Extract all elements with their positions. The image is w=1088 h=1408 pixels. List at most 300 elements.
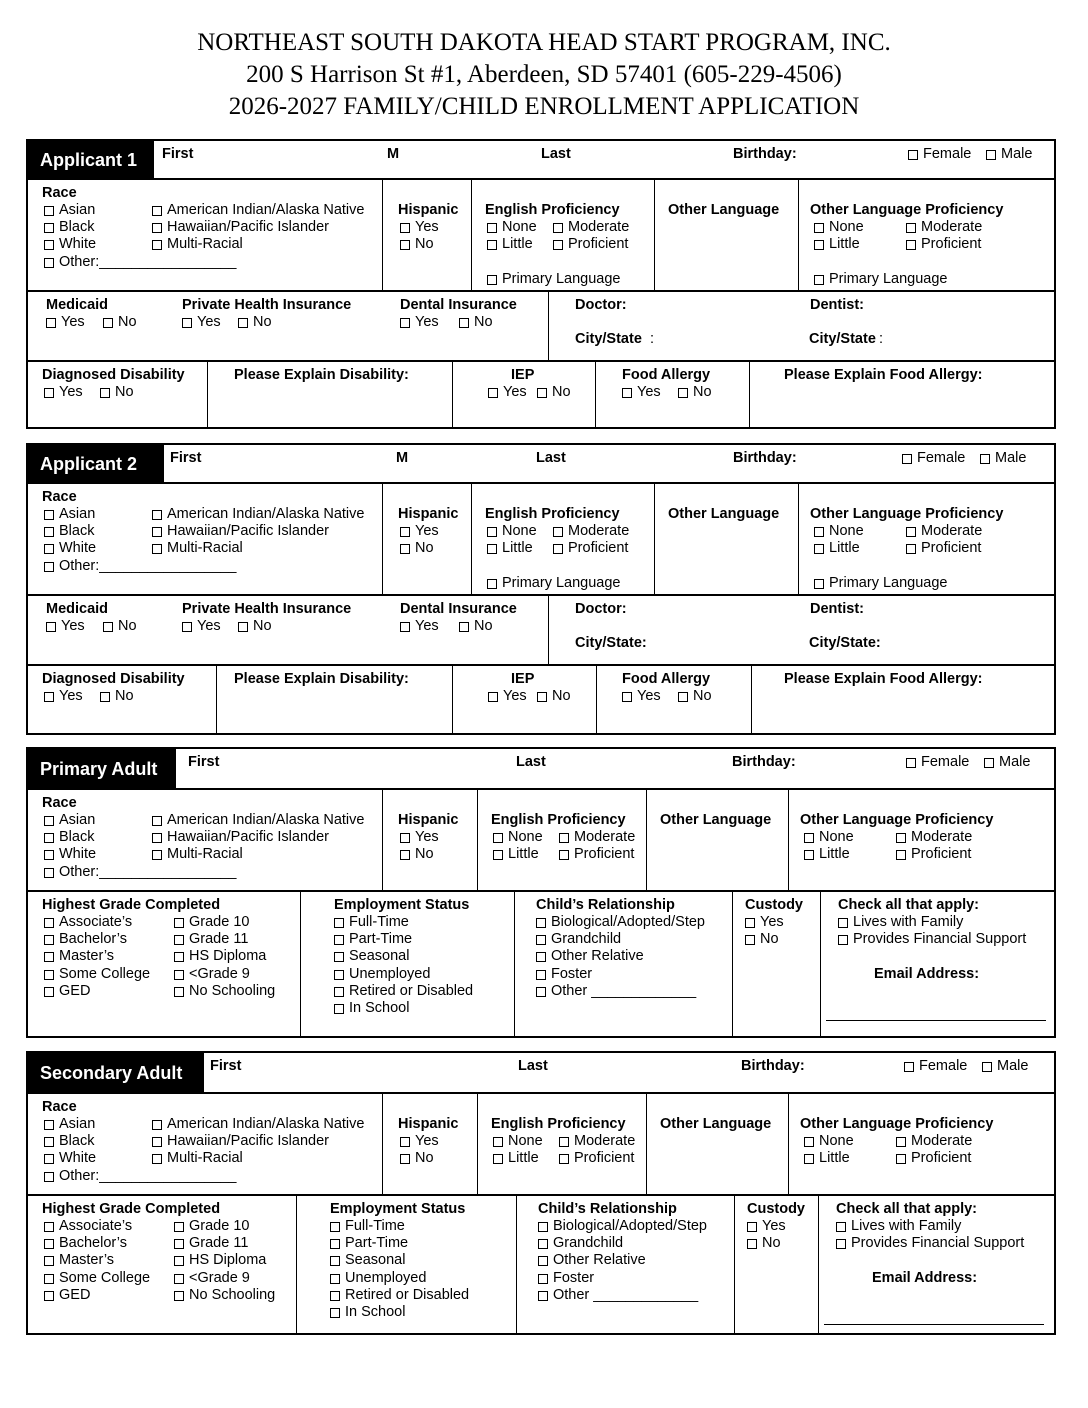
other-language-proficiency-label: Other Language Proficiency <box>800 1116 994 1132</box>
hs_diploma-checkbox[interactable] <box>174 1256 184 1266</box>
associates-checkbox[interactable] <box>44 1222 54 1232</box>
other-lang-little-label: Little <box>829 236 860 252</box>
grade11-checkbox[interactable] <box>174 935 184 945</box>
private-insurance-label: Private Health Insurance <box>182 601 352 617</box>
food-allergy-label: Food Allergy <box>622 671 711 687</box>
iep-yes-checkbox[interactable] <box>488 388 498 398</box>
english-proficient-checkbox[interactable] <box>559 1154 569 1164</box>
english-little-checkbox[interactable] <box>487 544 497 554</box>
hispanic-no-checkbox[interactable] <box>400 240 410 250</box>
race-other-label: Other:_________________ <box>59 864 237 880</box>
english-primary-language-checkbox[interactable] <box>487 579 497 589</box>
dentist-city-state-colon: : <box>879 331 884 347</box>
biological-label: Biological/Adopted/Step <box>553 1218 707 1234</box>
english-proficient-label: Proficient <box>574 846 635 862</box>
english-moderate-checkbox[interactable] <box>559 1137 569 1147</box>
doctor-label: Doctor: <box>575 297 627 313</box>
english-proficiency-label: English Proficiency <box>491 1116 626 1132</box>
dental-insurance-no-checkbox[interactable] <box>459 622 469 632</box>
other-lang-proficient-checkbox[interactable] <box>896 1154 906 1164</box>
race-other-label: Other:_________________ <box>59 1168 237 1184</box>
masters-checkbox[interactable] <box>44 1256 54 1266</box>
multiracial-checkbox[interactable] <box>152 240 162 250</box>
hs_diploma-label: HS Diploma <box>189 1252 267 1268</box>
english-moderate-label: Moderate <box>568 219 630 235</box>
hispanic-yes-checkbox[interactable] <box>400 223 410 233</box>
diagnosed-disability-label: Diagnosed Disability <box>42 671 185 687</box>
medicaid-no-checkbox[interactable] <box>103 318 113 328</box>
column-divider <box>595 362 596 427</box>
custody-no-checkbox[interactable] <box>745 935 755 945</box>
american-indian-checkbox[interactable] <box>152 206 162 216</box>
english-little-label: Little <box>502 236 533 252</box>
full_time-label: Full-Time <box>349 914 409 930</box>
dental-insurance-no-checkbox[interactable] <box>459 318 469 328</box>
male-label: Male <box>1001 146 1033 162</box>
retired_disabled-checkbox[interactable] <box>330 1291 340 1301</box>
english-none-label: None <box>508 829 543 845</box>
iep-no-checkbox[interactable] <box>537 388 547 398</box>
female-checkbox[interactable] <box>908 150 918 160</box>
grade10-label: Grade 10 <box>189 914 250 930</box>
other-language-proficiency-label: Other Language Proficiency <box>800 812 994 828</box>
disability-yes-label: Yes <box>59 384 83 400</box>
ged-checkbox[interactable] <box>44 987 54 997</box>
part_time-checkbox[interactable] <box>330 1239 340 1249</box>
seasonal-label: Seasonal <box>349 948 410 964</box>
retired_disabled-checkbox[interactable] <box>334 987 344 997</box>
male-checkbox[interactable] <box>984 758 994 768</box>
disability-no-checkbox[interactable] <box>100 692 110 702</box>
ged-checkbox[interactable] <box>44 1291 54 1301</box>
male-checkbox[interactable] <box>980 454 990 464</box>
custody-label: Custody <box>745 897 803 913</box>
grade10-checkbox[interactable] <box>174 918 184 928</box>
american-indian-label: American Indian/Alaska Native <box>167 812 365 828</box>
dental-insurance-no-label: No <box>474 314 493 330</box>
other_relative-checkbox[interactable] <box>536 952 546 962</box>
other-lang-none-label: None <box>819 829 854 845</box>
race-other-checkbox[interactable] <box>44 1172 54 1182</box>
other-lang-proficient-label: Proficient <box>911 846 972 862</box>
black-checkbox[interactable] <box>44 223 54 233</box>
header-line-3: 2026-2027 FAMILY/CHILD ENROLLMENT APPLICATION <box>228 93 860 120</box>
other-lang-little-checkbox[interactable] <box>814 240 824 250</box>
highest-grade-label: Highest Grade Completed <box>42 1201 221 1217</box>
food-allergy-yes-label: Yes <box>637 688 661 704</box>
foster-checkbox[interactable] <box>536 970 546 980</box>
private-insurance-yes-label: Yes <box>197 618 221 634</box>
english-little-checkbox[interactable] <box>493 1154 503 1164</box>
multiracial-checkbox[interactable] <box>152 850 162 860</box>
english-little-checkbox[interactable] <box>493 850 503 860</box>
hawaiian-pacific-label: Hawaiian/Pacific Islander <box>167 219 329 235</box>
demographics-row <box>28 484 1054 596</box>
other-lang-moderate-checkbox[interactable] <box>896 833 906 843</box>
race-other-checkbox[interactable] <box>44 868 54 878</box>
private-insurance-no-label: No <box>253 618 272 634</box>
private-insurance-no-checkbox[interactable] <box>238 622 248 632</box>
food-allergy-no-checkbox[interactable] <box>678 692 688 702</box>
dental-insurance-yes-checkbox[interactable] <box>400 318 410 328</box>
seasonal-label: Seasonal <box>345 1252 406 1268</box>
american-indian-checkbox[interactable] <box>152 816 162 826</box>
race-other-checkbox[interactable] <box>44 258 54 268</box>
bachelors-checkbox[interactable] <box>44 935 54 945</box>
medicaid-yes-label: Yes <box>61 618 85 634</box>
lt_grade9-checkbox[interactable] <box>174 970 184 980</box>
grade11-checkbox[interactable] <box>174 1239 184 1249</box>
medicaid-yes-checkbox[interactable] <box>46 318 56 328</box>
hispanic-yes-checkbox[interactable] <box>400 527 410 537</box>
black-checkbox[interactable] <box>44 527 54 537</box>
grandchild-checkbox[interactable] <box>536 935 546 945</box>
lives_with_family-checkbox[interactable] <box>836 1222 846 1232</box>
english-primary-language-checkbox[interactable] <box>487 275 497 285</box>
hispanic-yes-checkbox[interactable] <box>400 833 410 843</box>
column-divider <box>471 484 472 594</box>
other-language-label: Other Language <box>668 506 780 522</box>
last-name-label: Last <box>518 1058 548 1074</box>
white-checkbox[interactable] <box>44 544 54 554</box>
no_schooling-checkbox[interactable] <box>174 987 184 997</box>
english-none-label: None <box>508 1133 543 1149</box>
education-employment-row <box>28 1196 1054 1333</box>
column-divider <box>548 292 549 360</box>
custody-yes-checkbox[interactable] <box>747 1222 757 1232</box>
column-divider <box>646 790 647 890</box>
private-insurance-yes-checkbox[interactable] <box>182 622 192 632</box>
male-checkbox[interactable] <box>982 1062 992 1072</box>
hispanic-yes-label: Yes <box>415 523 439 539</box>
education-employment-row <box>28 892 1054 1036</box>
relationship-other-label: Other _____________ <box>551 983 697 999</box>
part_time-label: Part-Time <box>349 931 413 947</box>
biological-checkbox[interactable] <box>536 918 546 928</box>
private-insurance-label: Private Health Insurance <box>182 297 352 313</box>
disability-yes-checkbox[interactable] <box>44 388 54 398</box>
lt_grade9-label: <Grade 9 <box>189 966 250 982</box>
english-moderate-checkbox[interactable] <box>559 833 569 843</box>
english-proficient-checkbox[interactable] <box>559 850 569 860</box>
childs-relationship-label: Child’s Relationship <box>538 1201 677 1217</box>
in_school-checkbox[interactable] <box>334 1004 344 1014</box>
column-divider <box>818 1196 819 1333</box>
other-lang-little-label: Little <box>819 1150 850 1166</box>
hispanic-yes-checkbox[interactable] <box>400 1137 410 1147</box>
relationship-other-checkbox[interactable] <box>536 987 546 997</box>
insurance-row <box>28 292 1054 362</box>
retired_disabled-label: Retired or Disabled <box>345 1287 470 1303</box>
hawaiian-pacific-checkbox[interactable] <box>152 1137 162 1147</box>
bachelors-checkbox[interactable] <box>44 1239 54 1249</box>
american-indian-label: American Indian/Alaska Native <box>167 202 365 218</box>
iep-yes-checkbox[interactable] <box>488 692 498 702</box>
grade10-checkbox[interactable] <box>174 1222 184 1232</box>
column-divider <box>477 1094 478 1194</box>
first-name-label: First <box>210 1058 242 1074</box>
multiracial-label: Multi-Racial <box>167 846 243 862</box>
american-indian-checkbox[interactable] <box>152 510 162 520</box>
relationship-other-checkbox[interactable] <box>538 1291 548 1301</box>
multiracial-label: Multi-Racial <box>167 1150 243 1166</box>
lives_with_family-checkbox[interactable] <box>838 918 848 928</box>
english-moderate-label: Moderate <box>574 829 636 845</box>
provides_support-checkbox[interactable] <box>838 935 848 945</box>
female-label: Female <box>917 450 966 466</box>
seasonal-checkbox[interactable] <box>330 1256 340 1266</box>
english-none-checkbox[interactable] <box>487 223 497 233</box>
middle-initial-label: M <box>387 146 400 162</box>
other-language-proficiency-label: Other Language Proficiency <box>810 506 1004 522</box>
female-label: Female <box>923 146 972 162</box>
food-allergy-yes-checkbox[interactable] <box>622 692 632 702</box>
custody-label: Custody <box>747 1201 805 1217</box>
associates-checkbox[interactable] <box>44 918 54 928</box>
other-lang-little-checkbox[interactable] <box>804 1154 814 1164</box>
asian-checkbox[interactable] <box>44 1120 54 1130</box>
primary-adult-section-title: Primary Adult <box>28 749 176 790</box>
english-none-checkbox[interactable] <box>493 1137 503 1147</box>
other-language-label: Other Language <box>668 202 780 218</box>
other-lang-moderate-checkbox[interactable] <box>896 1137 906 1147</box>
private-insurance-yes-checkbox[interactable] <box>182 318 192 328</box>
other-lang-proficient-label: Proficient <box>921 540 982 556</box>
full_time-checkbox[interactable] <box>330 1222 340 1232</box>
male-label: Male <box>995 450 1027 466</box>
iep-label: IEP <box>511 367 535 383</box>
private-insurance-yes-label: Yes <box>197 314 221 330</box>
other-lang-moderate-checkbox[interactable] <box>906 527 916 537</box>
hispanic-no-checkbox[interactable] <box>400 850 410 860</box>
masters-checkbox[interactable] <box>44 952 54 962</box>
disability-yes-checkbox[interactable] <box>44 692 54 702</box>
disability-no-checkbox[interactable] <box>100 388 110 398</box>
other-lang-none-checkbox[interactable] <box>804 1137 814 1147</box>
custody-yes-checkbox[interactable] <box>745 918 755 928</box>
black-checkbox[interactable] <box>44 833 54 843</box>
health-row <box>28 362 1054 427</box>
medicaid-no-checkbox[interactable] <box>103 622 113 632</box>
column-divider <box>382 1094 383 1194</box>
english-proficient-checkbox[interactable] <box>553 544 563 554</box>
english-little-label: Little <box>508 846 539 862</box>
grade11-label: Grade 11 <box>189 1235 249 1251</box>
foster-checkbox[interactable] <box>538 1274 548 1284</box>
english-little-label: Little <box>502 540 533 556</box>
doctor-city-state-label: City/State: <box>575 635 647 651</box>
provides_support-label: Provides Financial Support <box>851 1235 1025 1251</box>
primary-adult-section-name-row <box>28 749 1054 790</box>
column-divider <box>788 1094 789 1194</box>
column-divider <box>382 484 383 594</box>
dental-insurance-yes-checkbox[interactable] <box>400 622 410 632</box>
applicant-2-section-name-row <box>28 445 1054 484</box>
other-lang-little-checkbox[interactable] <box>804 850 814 860</box>
hawaiian-pacific-label: Hawaiian/Pacific Islander <box>167 523 329 539</box>
english-none-checkbox[interactable] <box>493 833 503 843</box>
unemployed-checkbox[interactable] <box>330 1274 340 1284</box>
unemployed-checkbox[interactable] <box>334 970 344 980</box>
bachelors-label: Bachelor’s <box>59 931 127 947</box>
no_schooling-checkbox[interactable] <box>174 1291 184 1301</box>
masters-label: Master’s <box>59 948 115 964</box>
column-divider <box>207 362 208 427</box>
diagnosed-disability-label: Diagnosed Disability <box>42 367 185 383</box>
english-proficiency-label: English Proficiency <box>491 812 626 828</box>
other-lang-primary-language-checkbox[interactable] <box>814 275 824 285</box>
iep-no-label: No <box>552 384 571 400</box>
iep-no-checkbox[interactable] <box>537 692 547 702</box>
column-divider <box>654 484 655 594</box>
column-divider <box>296 1196 297 1333</box>
dentist-label: Dentist: <box>810 601 864 617</box>
american-indian-label: American Indian/Alaska Native <box>167 506 365 522</box>
grandchild-checkbox[interactable] <box>538 1239 548 1249</box>
column-divider <box>548 596 549 664</box>
bachelors-label: Bachelor’s <box>59 1235 127 1251</box>
explain-food-allergy-label: Please Explain Food Allergy: <box>784 671 983 687</box>
other-lang-proficient-checkbox[interactable] <box>906 544 916 554</box>
white-checkbox[interactable] <box>44 850 54 860</box>
english-moderate-checkbox[interactable] <box>553 223 563 233</box>
hispanic-no-checkbox[interactable] <box>400 544 410 554</box>
black-label: Black <box>59 219 95 235</box>
other-lang-none-checkbox[interactable] <box>814 527 824 537</box>
column-divider <box>382 790 383 890</box>
female-checkbox[interactable] <box>906 758 916 768</box>
english-none-checkbox[interactable] <box>487 527 497 537</box>
multiracial-label: Multi-Racial <box>167 540 243 556</box>
grade11-label: Grade 11 <box>189 931 249 947</box>
check-all-label: Check all that apply: <box>836 1201 978 1217</box>
black-label: Black <box>59 1133 95 1149</box>
provides_support-checkbox[interactable] <box>836 1239 846 1249</box>
hispanic-no-checkbox[interactable] <box>400 1154 410 1164</box>
foster-label: Foster <box>553 1270 595 1286</box>
other-lang-none-label: None <box>819 1133 854 1149</box>
other-lang-moderate-checkbox[interactable] <box>906 223 916 233</box>
american-indian-checkbox[interactable] <box>152 1120 162 1130</box>
private-insurance-no-checkbox[interactable] <box>238 318 248 328</box>
in_school-checkbox[interactable] <box>330 1308 340 1318</box>
female-label: Female <box>921 754 970 770</box>
english-none-label: None <box>502 523 537 539</box>
multiracial-checkbox[interactable] <box>152 544 162 554</box>
masters-label: Master’s <box>59 1252 115 1268</box>
hawaiian-pacific-checkbox[interactable] <box>152 223 162 233</box>
asian-checkbox[interactable] <box>44 510 54 520</box>
column-divider <box>300 892 301 1036</box>
other-lang-proficient-checkbox[interactable] <box>906 240 916 250</box>
english-little-checkbox[interactable] <box>487 240 497 250</box>
food-allergy-yes-checkbox[interactable] <box>622 388 632 398</box>
other_relative-label: Other Relative <box>553 1252 646 1268</box>
race-other-label: Other:_________________ <box>59 558 237 574</box>
column-divider <box>452 666 453 733</box>
applicant-2-section-title: Applicant 2 <box>28 445 164 484</box>
other-lang-little-checkbox[interactable] <box>814 544 824 554</box>
hawaiian-pacific-checkbox[interactable] <box>152 833 162 843</box>
dentist-city-state-label: City/State <box>809 331 876 347</box>
race-label: Race <box>42 1099 77 1115</box>
birthday-label: Birthday: <box>732 754 796 770</box>
medicaid-yes-label: Yes <box>61 314 85 330</box>
provides_support-label: Provides Financial Support <box>853 931 1027 947</box>
other-lang-none-label: None <box>829 219 864 235</box>
some_college-checkbox[interactable] <box>44 970 54 980</box>
custody-no-checkbox[interactable] <box>747 1239 757 1249</box>
highest-grade-label: Highest Grade Completed <box>42 897 221 913</box>
some_college-checkbox[interactable] <box>44 1274 54 1284</box>
iep-yes-label: Yes <box>503 384 527 400</box>
seasonal-checkbox[interactable] <box>334 952 344 962</box>
hs_diploma-checkbox[interactable] <box>174 952 184 962</box>
column-divider <box>514 892 515 1036</box>
female-checkbox[interactable] <box>904 1062 914 1072</box>
female-checkbox[interactable] <box>902 454 912 464</box>
hawaiian-pacific-checkbox[interactable] <box>152 527 162 537</box>
other-lang-primary-language-checkbox[interactable] <box>814 579 824 589</box>
medicaid-no-label: No <box>118 314 137 330</box>
male-label: Male <box>999 754 1031 770</box>
food-allergy-yes-label: Yes <box>637 384 661 400</box>
column-divider <box>654 180 655 290</box>
hawaiian-pacific-label: Hawaiian/Pacific Islander <box>167 1133 329 1149</box>
race-other-checkbox[interactable] <box>44 562 54 572</box>
some_college-label: Some College <box>59 1270 151 1286</box>
hispanic-yes-label: Yes <box>415 1133 439 1149</box>
dental-insurance-label: Dental Insurance <box>400 601 517 617</box>
other_relative-checkbox[interactable] <box>538 1256 548 1266</box>
column-divider <box>734 1196 735 1333</box>
english-moderate-checkbox[interactable] <box>553 527 563 537</box>
biological-checkbox[interactable] <box>538 1222 548 1232</box>
lt_grade9-checkbox[interactable] <box>174 1274 184 1284</box>
black-checkbox[interactable] <box>44 1137 54 1147</box>
applicant-1-section <box>26 139 1056 429</box>
first-name-label: First <box>170 450 202 466</box>
part_time-checkbox[interactable] <box>334 935 344 945</box>
other-lang-none-checkbox[interactable] <box>804 833 814 843</box>
unemployed-label: Unemployed <box>345 1270 427 1286</box>
asian-checkbox[interactable] <box>44 816 54 826</box>
part_time-label: Part-Time <box>345 1235 409 1251</box>
white-label: White <box>59 540 97 556</box>
asian-checkbox[interactable] <box>44 206 54 216</box>
food-allergy-no-checkbox[interactable] <box>678 388 688 398</box>
white-checkbox[interactable] <box>44 240 54 250</box>
male-checkbox[interactable] <box>986 150 996 160</box>
medicaid-yes-checkbox[interactable] <box>46 622 56 632</box>
multiracial-label: Multi-Racial <box>167 236 243 252</box>
applicant-2-section <box>26 443 1056 735</box>
other-lang-proficient-checkbox[interactable] <box>896 850 906 860</box>
multiracial-checkbox[interactable] <box>152 1154 162 1164</box>
english-proficiency-label: English Proficiency <box>485 202 620 218</box>
full_time-checkbox[interactable] <box>334 918 344 928</box>
email-write-line <box>824 1324 1044 1325</box>
custody-no-label: No <box>760 931 779 947</box>
race-label: Race <box>42 489 77 505</box>
other-lang-moderate-label: Moderate <box>911 829 973 845</box>
english-proficient-checkbox[interactable] <box>553 240 563 250</box>
header-line-1: NORTHEAST SOUTH DAKOTA HEAD START PROGRAM, INC. <box>197 29 891 56</box>
column-divider <box>516 1196 517 1333</box>
secondary-adult-section <box>26 1051 1056 1335</box>
other-lang-none-checkbox[interactable] <box>814 223 824 233</box>
white-checkbox[interactable] <box>44 1154 54 1164</box>
